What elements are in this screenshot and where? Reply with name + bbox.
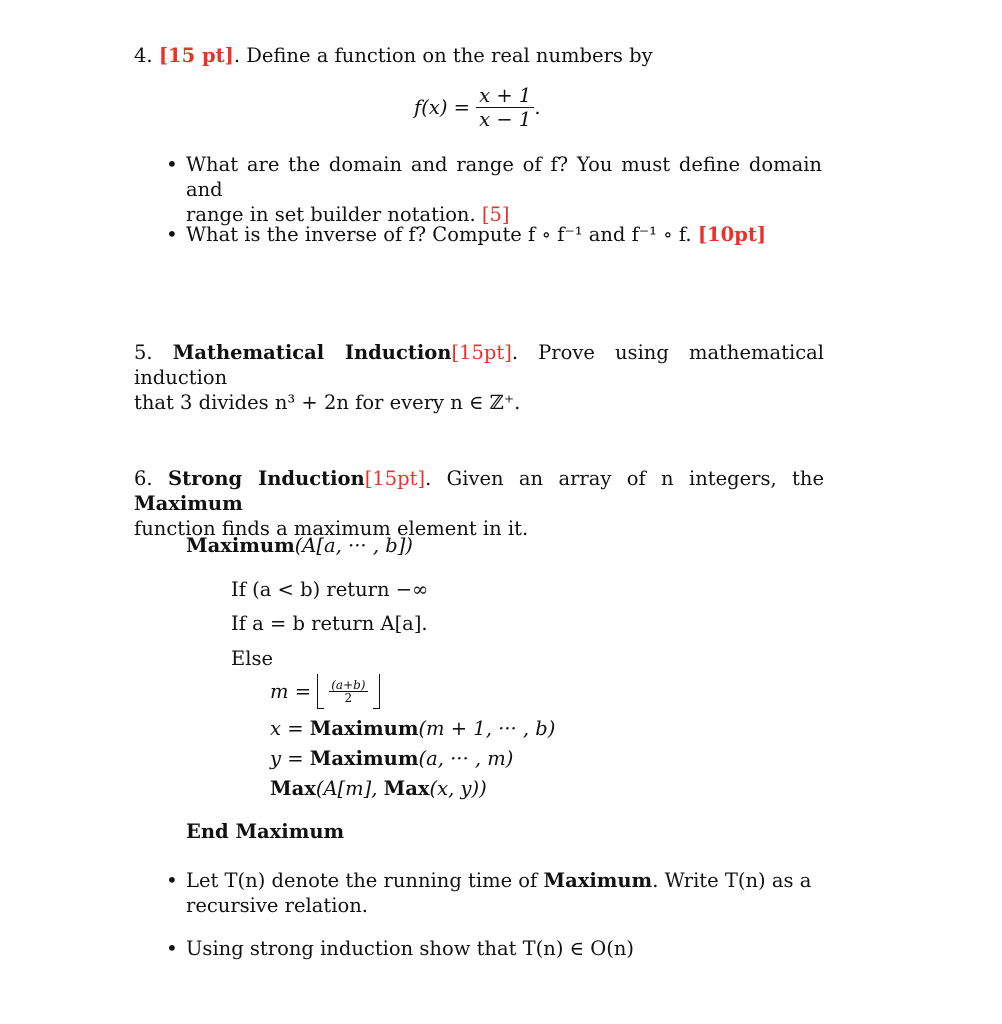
algo-header: Maximum(A[a, ··· , b]) (186, 534, 413, 557)
bullet-icon: • (166, 936, 178, 960)
q4-points: [15 pt] (158, 44, 234, 67)
q4-bullet1-line1: What are the domain and range of f? You must define domain and (186, 153, 822, 201)
algo-end: End Maximum (186, 820, 345, 843)
q4-fraction (476, 84, 534, 131)
q4-bullet2-text: What is the inverse of f? Compute f ∘ f⁻¹ and f⁻¹ ∘ f. (186, 223, 692, 246)
q6-line2: function finds a maximum element in it. (134, 517, 529, 540)
q5-number: 5. (134, 341, 153, 364)
q4-number: 4. (134, 44, 153, 67)
bullet-icon: • (166, 222, 178, 246)
q4-period: . (534, 96, 541, 119)
q4-numerator: x + 1 (476, 84, 534, 108)
q4-bullet1-points: [5] (481, 203, 510, 226)
q4-intro: Define a function on the real numbers by (246, 44, 653, 67)
q5-points: [15pt] (451, 341, 512, 364)
q4-header: 4. [15 pt]. Define a function on the real numbers by (134, 44, 653, 67)
q6-points: [15pt] (364, 467, 426, 490)
algo-max-line: Max(A[m], Max(x, y)) (270, 777, 487, 800)
q5-title: Mathematical Induction (172, 341, 452, 364)
q4-lhs: f(x) = (414, 96, 470, 119)
q4-bullet1-line2: range in set builder notation. [5] (186, 203, 510, 226)
algo-x-line: x = Maximum(m + 1, ··· , b) (270, 717, 556, 740)
bullet-icon: • (166, 152, 178, 176)
algo-if2: If a = b return A[a]. (231, 612, 428, 635)
q5-line2: that 3 divides n³ + 2n for every n ∈ ℤ⁺. (134, 391, 521, 414)
algo-y-line: y = Maximum(a, ··· , m) (270, 747, 514, 770)
bullet-icon: • (166, 868, 178, 892)
q5 (134, 340, 824, 415)
algo-if1: If (a < b) return −∞ (231, 578, 429, 601)
q6-bullet2: Using strong induction show that T(n) ∈ O(n) (186, 937, 635, 960)
q4-bullet2 (186, 222, 822, 247)
q4-bullet2-points: [10pt] (697, 223, 767, 246)
q4-formula (414, 84, 541, 131)
algo-else: Else (231, 647, 274, 670)
q5-line1: 5. Mathematical Induction[15pt]. Prove using mathematical induction (134, 341, 824, 389)
q6-bullet1: Let T(n) denote the running time of Maximum. Write T(n) as a recursive relation. (186, 869, 812, 917)
q6-title: Strong Induction (167, 467, 365, 490)
q6-line1: 6. Strong Induction[15pt]. Given an array of n integers, the Maximum (134, 467, 824, 515)
q6 (134, 466, 824, 541)
q6-number: 6. (134, 467, 153, 490)
q4-bullet1 (186, 152, 822, 227)
algo-m-line: m = $\frac{(a+b)}{2}$ (270, 674, 380, 709)
q4-denominator: x − 1 (479, 108, 532, 131)
